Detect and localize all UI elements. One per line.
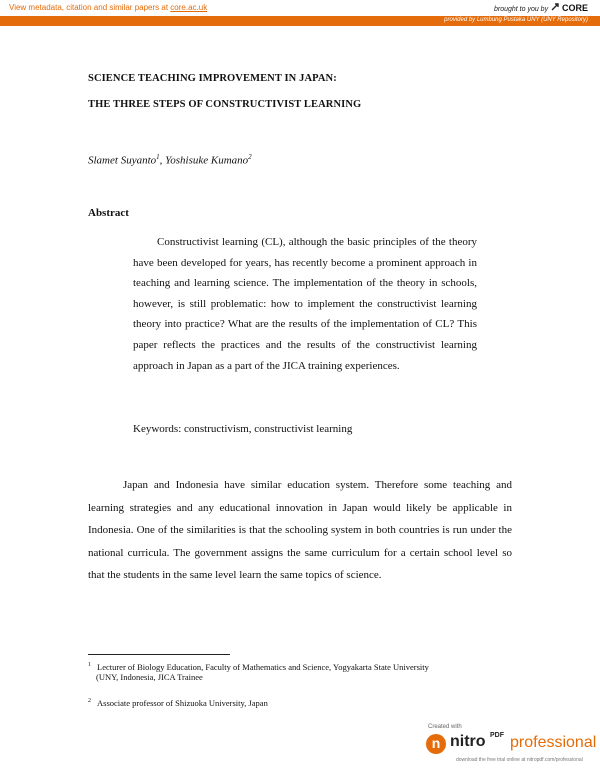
nitro-url[interactable]: download the free trial online at nitropdf.com/professional xyxy=(456,757,583,763)
nitro-watermark[interactable] xyxy=(426,724,596,772)
created-with: Created with xyxy=(428,724,462,730)
paper-title-line2: THE THREE STEPS OF CONSTRUCTIVIST LEARNING xyxy=(88,99,362,110)
abstract-block xyxy=(133,232,477,376)
core-banner xyxy=(0,0,600,16)
brought-by-text: brought to you by xyxy=(493,6,549,13)
keywords: Keywords: constructivism, constructivist learning xyxy=(133,423,353,435)
provider-bar xyxy=(0,16,600,26)
body-paragraph: Japan and Indonesia have similar education system. Therefore some teaching and learning strategies and any educational innovation in Japan would likely be applicable in Indonesia. One of the similarities is that the schooling system in both countries is run under the national curricula. The government assigns the same curriculum for a certain school level so that the students in the same level learn the same topics of science. xyxy=(88,479,512,582)
footnote-2 xyxy=(88,695,268,709)
nitro-product: professional xyxy=(510,734,597,751)
core-logo-icon xyxy=(550,2,560,12)
footnote-1-line1: Lecturer of Biology Education, Faculty of Mathematics and Science, Yogyakarta State University xyxy=(97,661,429,672)
author-2: Yoshisuke Kumano xyxy=(165,154,249,167)
author-1-sup: 1 xyxy=(156,153,160,161)
nitro-pdf-mark: PDF xyxy=(490,732,504,739)
nitro-logo-icon: n xyxy=(426,734,446,754)
author-2-sup: 2 xyxy=(248,153,252,161)
footnote-rule xyxy=(88,654,230,655)
core-link[interactable]: core.ac.uk xyxy=(170,3,208,12)
footnote-1-mark: 1 xyxy=(88,662,91,668)
footnote-2-text: Associate professor of Shizuoka University, Japan xyxy=(97,697,268,708)
core-label: CORE xyxy=(561,3,588,13)
metadata-link-row[interactable] xyxy=(9,3,207,12)
paper-title-line1: SCIENCE TEACHING IMPROVEMENT IN JAPAN: xyxy=(88,73,337,84)
author-1: Slamet Suyanto xyxy=(88,154,157,167)
metadata-prefix: View metadata, citation and similar papers at xyxy=(9,3,171,12)
abstract-heading: Abstract xyxy=(88,207,129,219)
body-text xyxy=(88,474,512,587)
footnote-1-cont: (UNY, Indonesia, JICA Trainee xyxy=(96,672,203,682)
brought-by xyxy=(494,2,588,13)
author-line xyxy=(88,153,252,167)
author-separator: , xyxy=(159,154,166,167)
footnote-2-mark: 2 xyxy=(88,698,91,704)
nitro-brand: nitro xyxy=(450,733,486,750)
abstract-text: Constructivist learning (CL), although the basic principles of the theory have been developed for years, has recently become a prominent approach in teaching and learning science. The implementation of the theory in schools, however, is still problematic: how to implement the constructivist learning theory into practice? What are the results of the implementation of CL? This paper reflects the practices and the results of the constructivist learning approach in Japan as a part of the JICA training experiences. xyxy=(133,236,477,372)
provided-by[interactable]: provided by Lumbung Pustaka UNY (UNY Repository) xyxy=(444,17,588,23)
